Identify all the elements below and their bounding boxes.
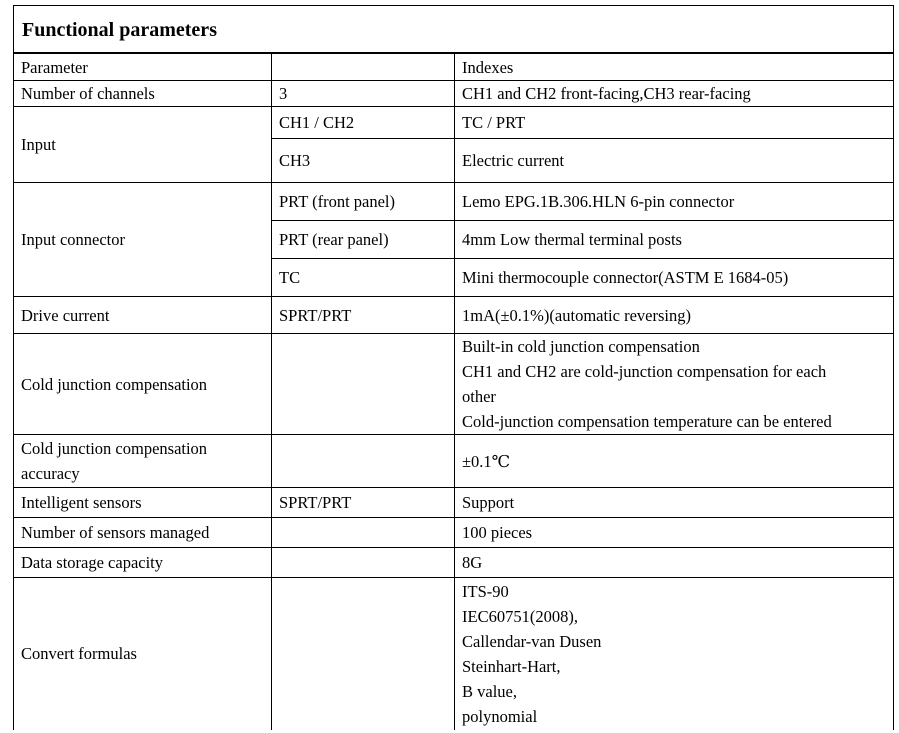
index-cell: ±0.1℃ [455,435,894,488]
index-line: Cold-junction compensation temperature can be entered [462,412,832,431]
index-line: CH1 and CH2 are cold-junction compensation for each [462,362,827,381]
table-row [14,81,894,107]
index-cell: CH1 and CH2 front-facing,CH3 rear-facing [455,81,894,107]
index-cell: 4mm Low thermal terminal posts [455,221,894,259]
sub-cell [272,548,455,578]
sub-cell: SPRT/PRT [272,488,455,518]
param-cell: Convert formulas [14,578,272,730]
sub-cell: CH1 / CH2 [272,107,455,139]
param-cell: Cold junction compensation [14,334,272,435]
index-cell: Mini thermocouple connector(ASTM E 1684-05) [455,259,894,297]
functional-parameters-document [13,5,894,730]
index-line: Built-in cold junction compensation [462,337,700,356]
param-cell: Input [14,107,272,183]
sub-cell: SPRT/PRT [272,297,455,334]
param-cell: Drive current [14,297,272,334]
index-line: Callendar-van Dusen [462,631,602,651]
document-title: Functional parameters [13,5,894,53]
sub-cell [272,578,455,730]
index-cell: Lemo EPG.1B.306.HLN 6-pin connector [455,183,894,221]
index-line: polynomial [462,706,538,726]
index-cell: Support [455,488,894,518]
table-row [14,435,894,488]
param-cell: Number of channels [14,81,272,107]
index-cell: 8G [455,548,894,578]
table-row [14,548,894,578]
table-row [14,107,894,139]
sub-cell: PRT (front panel) [272,183,455,221]
index-line: B value, [462,681,517,701]
table-row [14,488,894,518]
header-indexes: Indexes [455,54,894,81]
index-cell [455,578,894,730]
param-cell: Input connector [14,183,272,297]
table-header-row [14,54,894,81]
param-cell [14,435,272,488]
index-cell: Electric current [455,139,894,183]
param-line: Cold junction compensation [21,439,208,458]
sub-cell: PRT (rear panel) [272,221,455,259]
header-parameter: Parameter [14,54,272,81]
index-line: Steinhart-Hart, [462,656,561,676]
sub-cell [272,334,455,435]
table-row [14,183,894,221]
table-row [14,297,894,334]
sub-cell [272,518,455,548]
param-cell: Data storage capacity [14,548,272,578]
sub-cell [272,435,455,488]
sub-cell: 3 [272,81,455,107]
sub-cell: TC [272,259,455,297]
index-cell: 100 pieces [455,518,894,548]
param-cell: Number of sensors managed [14,518,272,548]
index-line: IEC60751(2008), [462,606,578,626]
table-row [14,334,894,435]
index-line: ITS-90 [462,581,509,601]
param-cell: Intelligent sensors [14,488,272,518]
parameters-table [13,53,894,730]
table-row [14,578,894,730]
index-cell: TC / PRT [455,107,894,139]
index-cell: 1mA(±0.1%)(automatic reversing) [455,297,894,334]
param-line: accuracy [21,464,80,483]
index-cell [455,334,894,435]
index-line: other [462,387,496,406]
sub-cell: CH3 [272,139,455,183]
table-row [14,518,894,548]
header-blank [272,54,455,81]
